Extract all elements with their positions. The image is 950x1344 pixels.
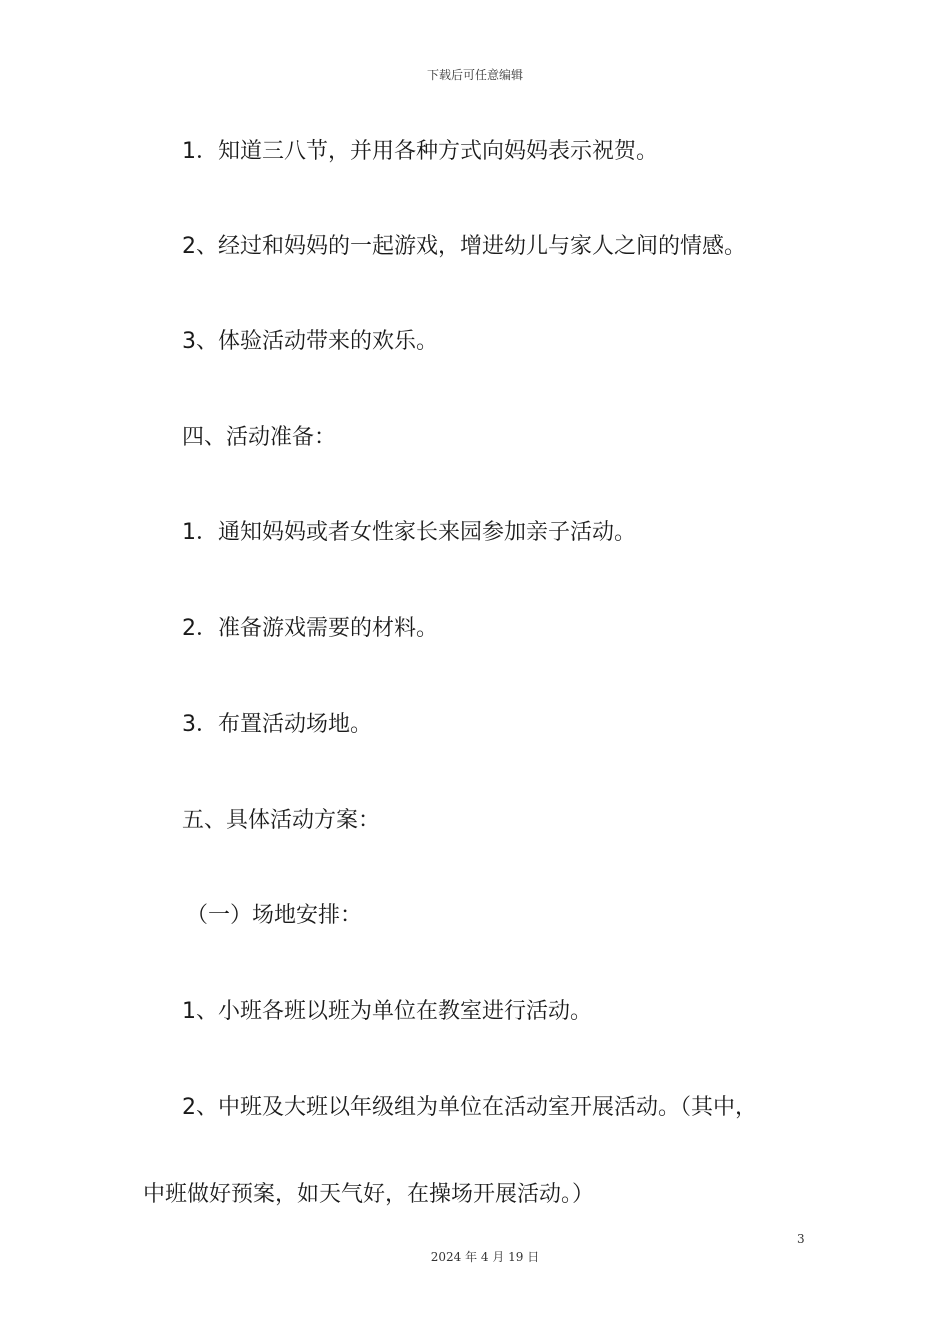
section-heading-5: 五、具体活动方案： xyxy=(182,808,381,833)
body-line-6: 2．准备游戏需要的材料。 xyxy=(182,616,438,641)
body-line-1: 1．知道三八节，并用各种方式向妈妈表示祝贺。 xyxy=(182,139,658,164)
body-line-10: 1、小班各班以班为单位在教室进行活动。 xyxy=(182,999,592,1024)
body-line-7: 3．布置活动场地。 xyxy=(182,712,372,737)
body-line-2: 2、经过和妈妈的一起游戏，增进幼儿与家人之间的情感。 xyxy=(182,234,746,259)
subsection-heading: （一）场地安排： xyxy=(186,903,363,928)
page-number: 3 xyxy=(797,1232,805,1246)
page-header: 下载后可任意编辑 xyxy=(426,68,523,82)
body-line-3: 3、体验活动带来的欢乐。 xyxy=(182,329,438,354)
section-heading-4: 四、活动准备： xyxy=(182,425,337,450)
footer-date: 2024 年 4 月 19 日 xyxy=(430,1250,540,1264)
body-line-12: 中班做好预案，如天气好，在操场开展活动。） xyxy=(143,1182,595,1207)
body-line-11: 2、中班及大班以年级组为单位在活动室开展活动。（其中， xyxy=(182,1095,757,1120)
body-line-5: 1．通知妈妈或者女性家长来园参加亲子活动。 xyxy=(182,520,636,545)
